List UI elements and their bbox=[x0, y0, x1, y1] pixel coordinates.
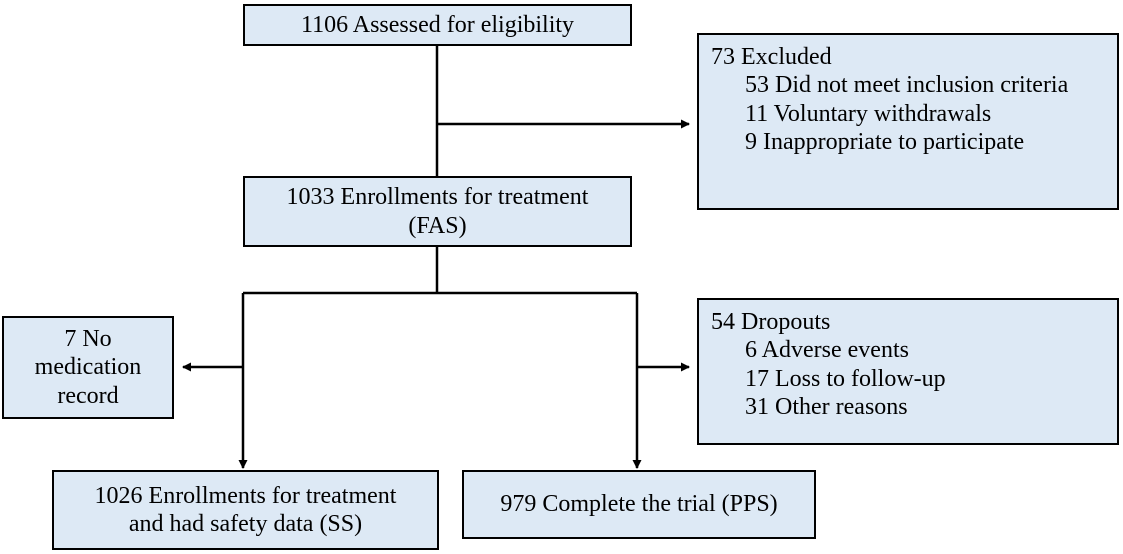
node-safety-set-line1: 1026 Enrollments for treatment bbox=[94, 482, 397, 509]
node-no-medication-line1: 7 No bbox=[64, 326, 112, 353]
node-dropouts bbox=[697, 298, 1119, 445]
node-completed-pps bbox=[462, 470, 816, 539]
node-excluded-item-2: 11 Voluntary withdrawals bbox=[745, 100, 992, 127]
node-excluded-item-1: 53 Did not meet inclusion criteria bbox=[745, 72, 1069, 99]
node-dropouts-item-3: 31 Other reasons bbox=[745, 393, 908, 420]
node-excluded-item-3: 9 Inappropriate to participate bbox=[745, 128, 1025, 155]
node-no-medication-text bbox=[4, 325, 172, 410]
node-safety-set-text bbox=[54, 482, 437, 539]
node-enrollments-fas-line1: 1033 Enrollments for treatment bbox=[286, 184, 589, 211]
node-assessed-for-eligibility bbox=[243, 4, 632, 46]
node-no-medication-line3: record bbox=[57, 382, 119, 409]
node-completed-pps-label: 979 Complete the trial (PPS) bbox=[500, 491, 778, 518]
node-safety-set bbox=[52, 470, 439, 550]
node-no-medication-record bbox=[2, 316, 174, 419]
node-dropouts-heading: 54 Dropouts bbox=[711, 309, 831, 335]
node-dropouts-item-2: 17 Loss to follow-up bbox=[745, 365, 946, 392]
node-safety-set-line2: and had safety data (SS) bbox=[128, 511, 363, 537]
node-excluded-heading: 73 Excluded bbox=[711, 44, 832, 70]
node-assessed-label: 1106 Assessed for eligibility bbox=[300, 11, 575, 38]
node-excluded bbox=[697, 33, 1119, 210]
node-enrollments-fas-line2: (FAS) bbox=[408, 212, 467, 239]
node-enrollments-fas bbox=[243, 176, 632, 247]
node-no-medication-line2: medication bbox=[34, 354, 142, 381]
node-dropouts-item-1: 6 Adverse events bbox=[745, 337, 909, 364]
node-enrollments-fas-text bbox=[245, 183, 630, 240]
